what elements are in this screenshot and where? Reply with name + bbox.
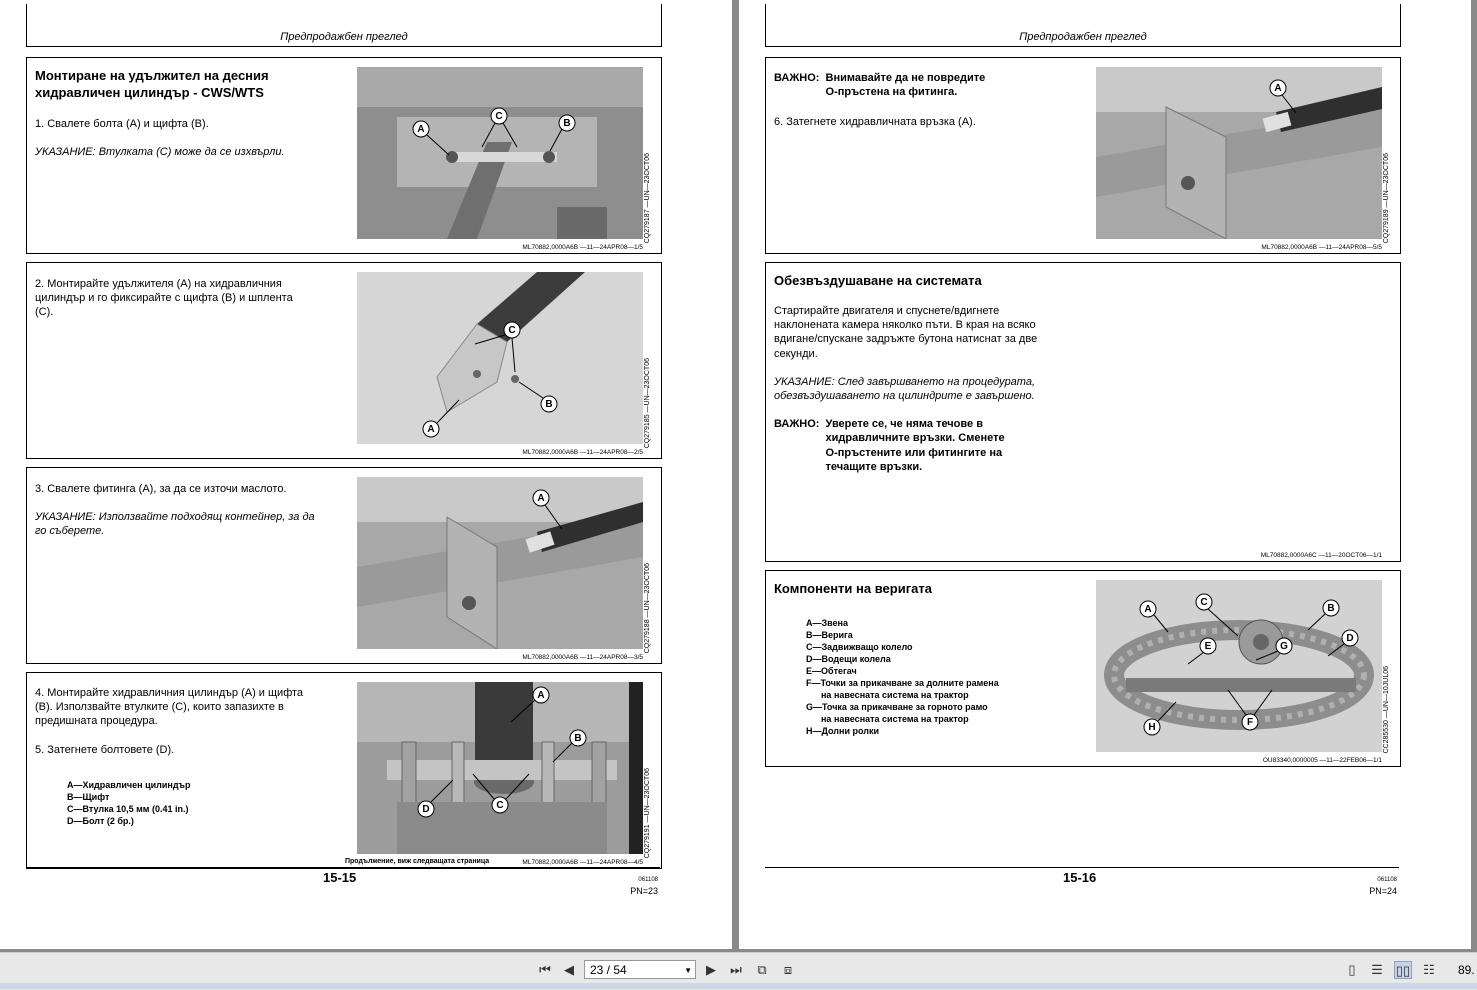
section-text bbox=[774, 304, 1044, 474]
step-2: 2. Монтирайте удължителя (A) на хидравличния цилиндър и го фиксирайте с щифта (B) и шплента (C). bbox=[35, 278, 293, 319]
callout-g: G bbox=[1280, 641, 1288, 652]
pdf-page-left bbox=[0, 0, 732, 949]
callout-h: H bbox=[1148, 722, 1156, 733]
important-text: Внимавайте да не повредите О-пръстена на фитинга. bbox=[825, 72, 986, 99]
callout-d: D bbox=[422, 804, 430, 815]
important-block bbox=[774, 417, 1044, 474]
callout-a: A bbox=[427, 424, 435, 435]
fit-width-icon[interactable]: ⧉ bbox=[757, 962, 767, 977]
step-1: 1. Свалете болта (A) и щифта (B). bbox=[35, 118, 209, 130]
callout-c: C bbox=[1200, 597, 1208, 608]
next-page-icon[interactable]: ▶ bbox=[706, 962, 716, 977]
important-label: ВАЖНО: bbox=[774, 418, 820, 431]
section-remove-fitting bbox=[26, 467, 662, 664]
legend-item: G—Точка за прикачване за горното рамо bbox=[806, 702, 988, 712]
callout-c: C bbox=[495, 111, 503, 122]
callout-a: A bbox=[537, 493, 545, 504]
legend-item: C—Задвижващо колело bbox=[806, 642, 913, 652]
single-page-icon[interactable]: ▯ bbox=[1348, 962, 1356, 977]
legend-item: D—Болт (2 бр.) bbox=[67, 816, 134, 826]
section-install-cylinder bbox=[26, 672, 662, 869]
section-track-components bbox=[765, 570, 1401, 767]
photo-track bbox=[1096, 580, 1382, 752]
legend-item: A—Звена bbox=[806, 618, 848, 628]
photo-cylinder bbox=[357, 682, 643, 854]
page-selector-value: 23 / 54 bbox=[590, 963, 627, 977]
section-text bbox=[35, 117, 325, 173]
step-4: 4. Монтирайте хидравличния цилиндър (A) и щифта (B). Използвайте втулките (C), които запазихте в предишната процедура. bbox=[35, 687, 304, 728]
header-title: Предпродажбен преглед bbox=[280, 31, 408, 43]
important-text: Уверете се, че няма течове в хидравличните връзки. Сменете О-пръстените или фитингите на течащите връзки. bbox=[825, 418, 1005, 473]
print-date: 061108 bbox=[638, 877, 658, 883]
page-number: 15-15 bbox=[323, 870, 357, 885]
footer-rule bbox=[26, 867, 660, 868]
legend-item: D—Водещи колела bbox=[806, 654, 891, 664]
page-header bbox=[26, 4, 662, 47]
doc-reference: ML70882,0000A6B —11—24APR08—2/5 bbox=[522, 449, 643, 456]
step-5: 5. Затегнете болтовете (D). bbox=[35, 743, 175, 756]
important-label: ВАЖНО: bbox=[774, 72, 820, 84]
print-number bbox=[1349, 875, 1397, 897]
doc-reference: ML70882,0000A6C —11—20OCT06—1/1 bbox=[1260, 552, 1382, 559]
two-page-icon[interactable]: ▯▯ bbox=[1395, 963, 1411, 978]
figure-id: CQ279185 —UN—23OCT06 bbox=[644, 358, 651, 449]
step-6: 6. Затегнете хидравличната връзка (A). bbox=[774, 116, 976, 128]
figure-id: CQ279188 —UN—23OCT06 bbox=[644, 563, 651, 654]
figure-id: CC285530 —UN—10JUL06 bbox=[1383, 666, 1390, 754]
print-date: 061108 bbox=[1377, 877, 1397, 883]
callout-a: A bbox=[1144, 604, 1152, 615]
section-text bbox=[35, 482, 325, 553]
pdf-page-right bbox=[739, 0, 1471, 949]
doc-reference: ML70882,0000A6B —11—24APR08—1/5 bbox=[522, 244, 643, 251]
callout-c: C bbox=[508, 325, 516, 336]
callout-b: B bbox=[574, 733, 582, 744]
callout-f: F bbox=[1246, 717, 1254, 728]
two-page-continuous-icon[interactable]: ☷ bbox=[1423, 962, 1435, 977]
section-install-extension bbox=[26, 262, 662, 459]
legend-item: E—Обтегач bbox=[806, 666, 857, 676]
section-text bbox=[35, 277, 310, 334]
paragraph: Стартирайте двигателя и спуснете/вдигнете наклонената камера няколко пъти. В края на всяко вдигане/спускане задръжте бутона натиснат за две секунди. bbox=[774, 305, 1038, 360]
photo-fitting bbox=[357, 477, 643, 649]
legend-item: B—Щифт bbox=[67, 792, 110, 802]
figure-id: CQ279187 —UN—23OCT06 bbox=[644, 153, 651, 244]
parts-legend bbox=[67, 779, 191, 827]
taskbar-edge bbox=[0, 983, 1477, 989]
section-tighten-connection bbox=[765, 57, 1401, 254]
note: УКАЗАНИЕ: След завършването на процедурата, обезвъздушаването на цилиндрите е завършено. bbox=[774, 375, 1036, 403]
note: УКАЗАНИЕ: Втулката (C) може да се изхвърли. bbox=[35, 146, 285, 159]
section-title: Компоненти на веригата bbox=[774, 581, 932, 596]
legend-item: H—Долни ролки bbox=[806, 726, 880, 736]
callout-d: D bbox=[1346, 633, 1354, 644]
section-cylinder-extension bbox=[26, 57, 662, 254]
callout-c: C bbox=[496, 800, 504, 811]
page-number: 15-16 bbox=[1063, 870, 1097, 885]
legend-item: A—Хидравличен цилиндър bbox=[67, 780, 191, 790]
section-title: Монтиране на удължител на десния хидравличен цилиндър - CWS/WTS bbox=[35, 68, 269, 100]
step-3: 3. Свалете фитинга (A), за да се източи маслото. bbox=[35, 483, 287, 495]
print-number bbox=[610, 875, 658, 897]
legend-item: на навесната система на трактор bbox=[821, 714, 969, 724]
continuous-page-icon[interactable]: ☰ bbox=[1371, 962, 1383, 977]
callout-b: B bbox=[1327, 603, 1335, 614]
callout-a: A bbox=[417, 124, 425, 135]
callout-e: E bbox=[1204, 641, 1212, 652]
header-title: Предпродажбен преглед bbox=[1019, 31, 1147, 43]
note: УКАЗАНИЕ: Използвайте подходящ контейнер, за да го съберете. bbox=[35, 511, 315, 538]
continued-note: Продължение, виж следващата страница bbox=[345, 858, 490, 865]
section-title: Обезвъздушаване на системата bbox=[774, 273, 982, 288]
footer-rule bbox=[765, 867, 1399, 868]
callout-a: A bbox=[537, 690, 545, 701]
zoom-level[interactable]: 89. bbox=[1458, 963, 1475, 977]
legend-item: B—Верига bbox=[806, 630, 853, 640]
photo-hydraulic-connection bbox=[1096, 67, 1382, 239]
legend-item: на навесната система на трактор bbox=[821, 690, 969, 700]
figure-id: CQ279191 —UN—23OCT06 bbox=[644, 768, 651, 859]
important-block bbox=[774, 71, 1004, 99]
pn-value: PN=24 bbox=[1369, 886, 1397, 896]
section-bleeding bbox=[765, 262, 1401, 562]
prev-page-icon[interactable]: ◀ bbox=[564, 962, 574, 977]
photo-extension bbox=[357, 272, 643, 444]
pn-value: PN=23 bbox=[630, 886, 658, 896]
page-selector[interactable] bbox=[584, 960, 696, 979]
callout-b: B bbox=[563, 118, 571, 129]
parts-legend bbox=[806, 617, 999, 737]
doc-reference: OU83340,0000005 —11—22FEB06—1/1 bbox=[1262, 757, 1382, 764]
last-page-icon[interactable]: ⏭ bbox=[730, 962, 742, 977]
callout-a: A bbox=[1274, 83, 1282, 94]
page-header bbox=[765, 4, 1401, 47]
legend-item: C—Втулка 10,5 мм (0.41 in.) bbox=[67, 804, 189, 814]
photo-bolt-pin bbox=[357, 67, 643, 239]
legend-item: F—Точки за прикачване за долните рамена bbox=[806, 678, 999, 688]
section-text bbox=[35, 686, 320, 771]
doc-reference: ML70882,0000A6B —11—24APR08—3/5 bbox=[522, 654, 643, 661]
chevron-down-icon[interactable]: ▼ bbox=[684, 966, 692, 975]
callout-b: B bbox=[545, 399, 553, 410]
first-page-icon[interactable]: ⏮ bbox=[539, 962, 551, 977]
doc-reference: ML70882,0000A6B —11—24APR08—5/5 bbox=[1261, 244, 1382, 251]
fit-page-icon[interactable]: ⧈ bbox=[783, 962, 793, 977]
doc-reference: ML70882,0000A6B —11—24APR08—4/5 bbox=[522, 859, 643, 866]
figure-id: CQ279189 —UN—23OCT06 bbox=[1383, 153, 1390, 244]
